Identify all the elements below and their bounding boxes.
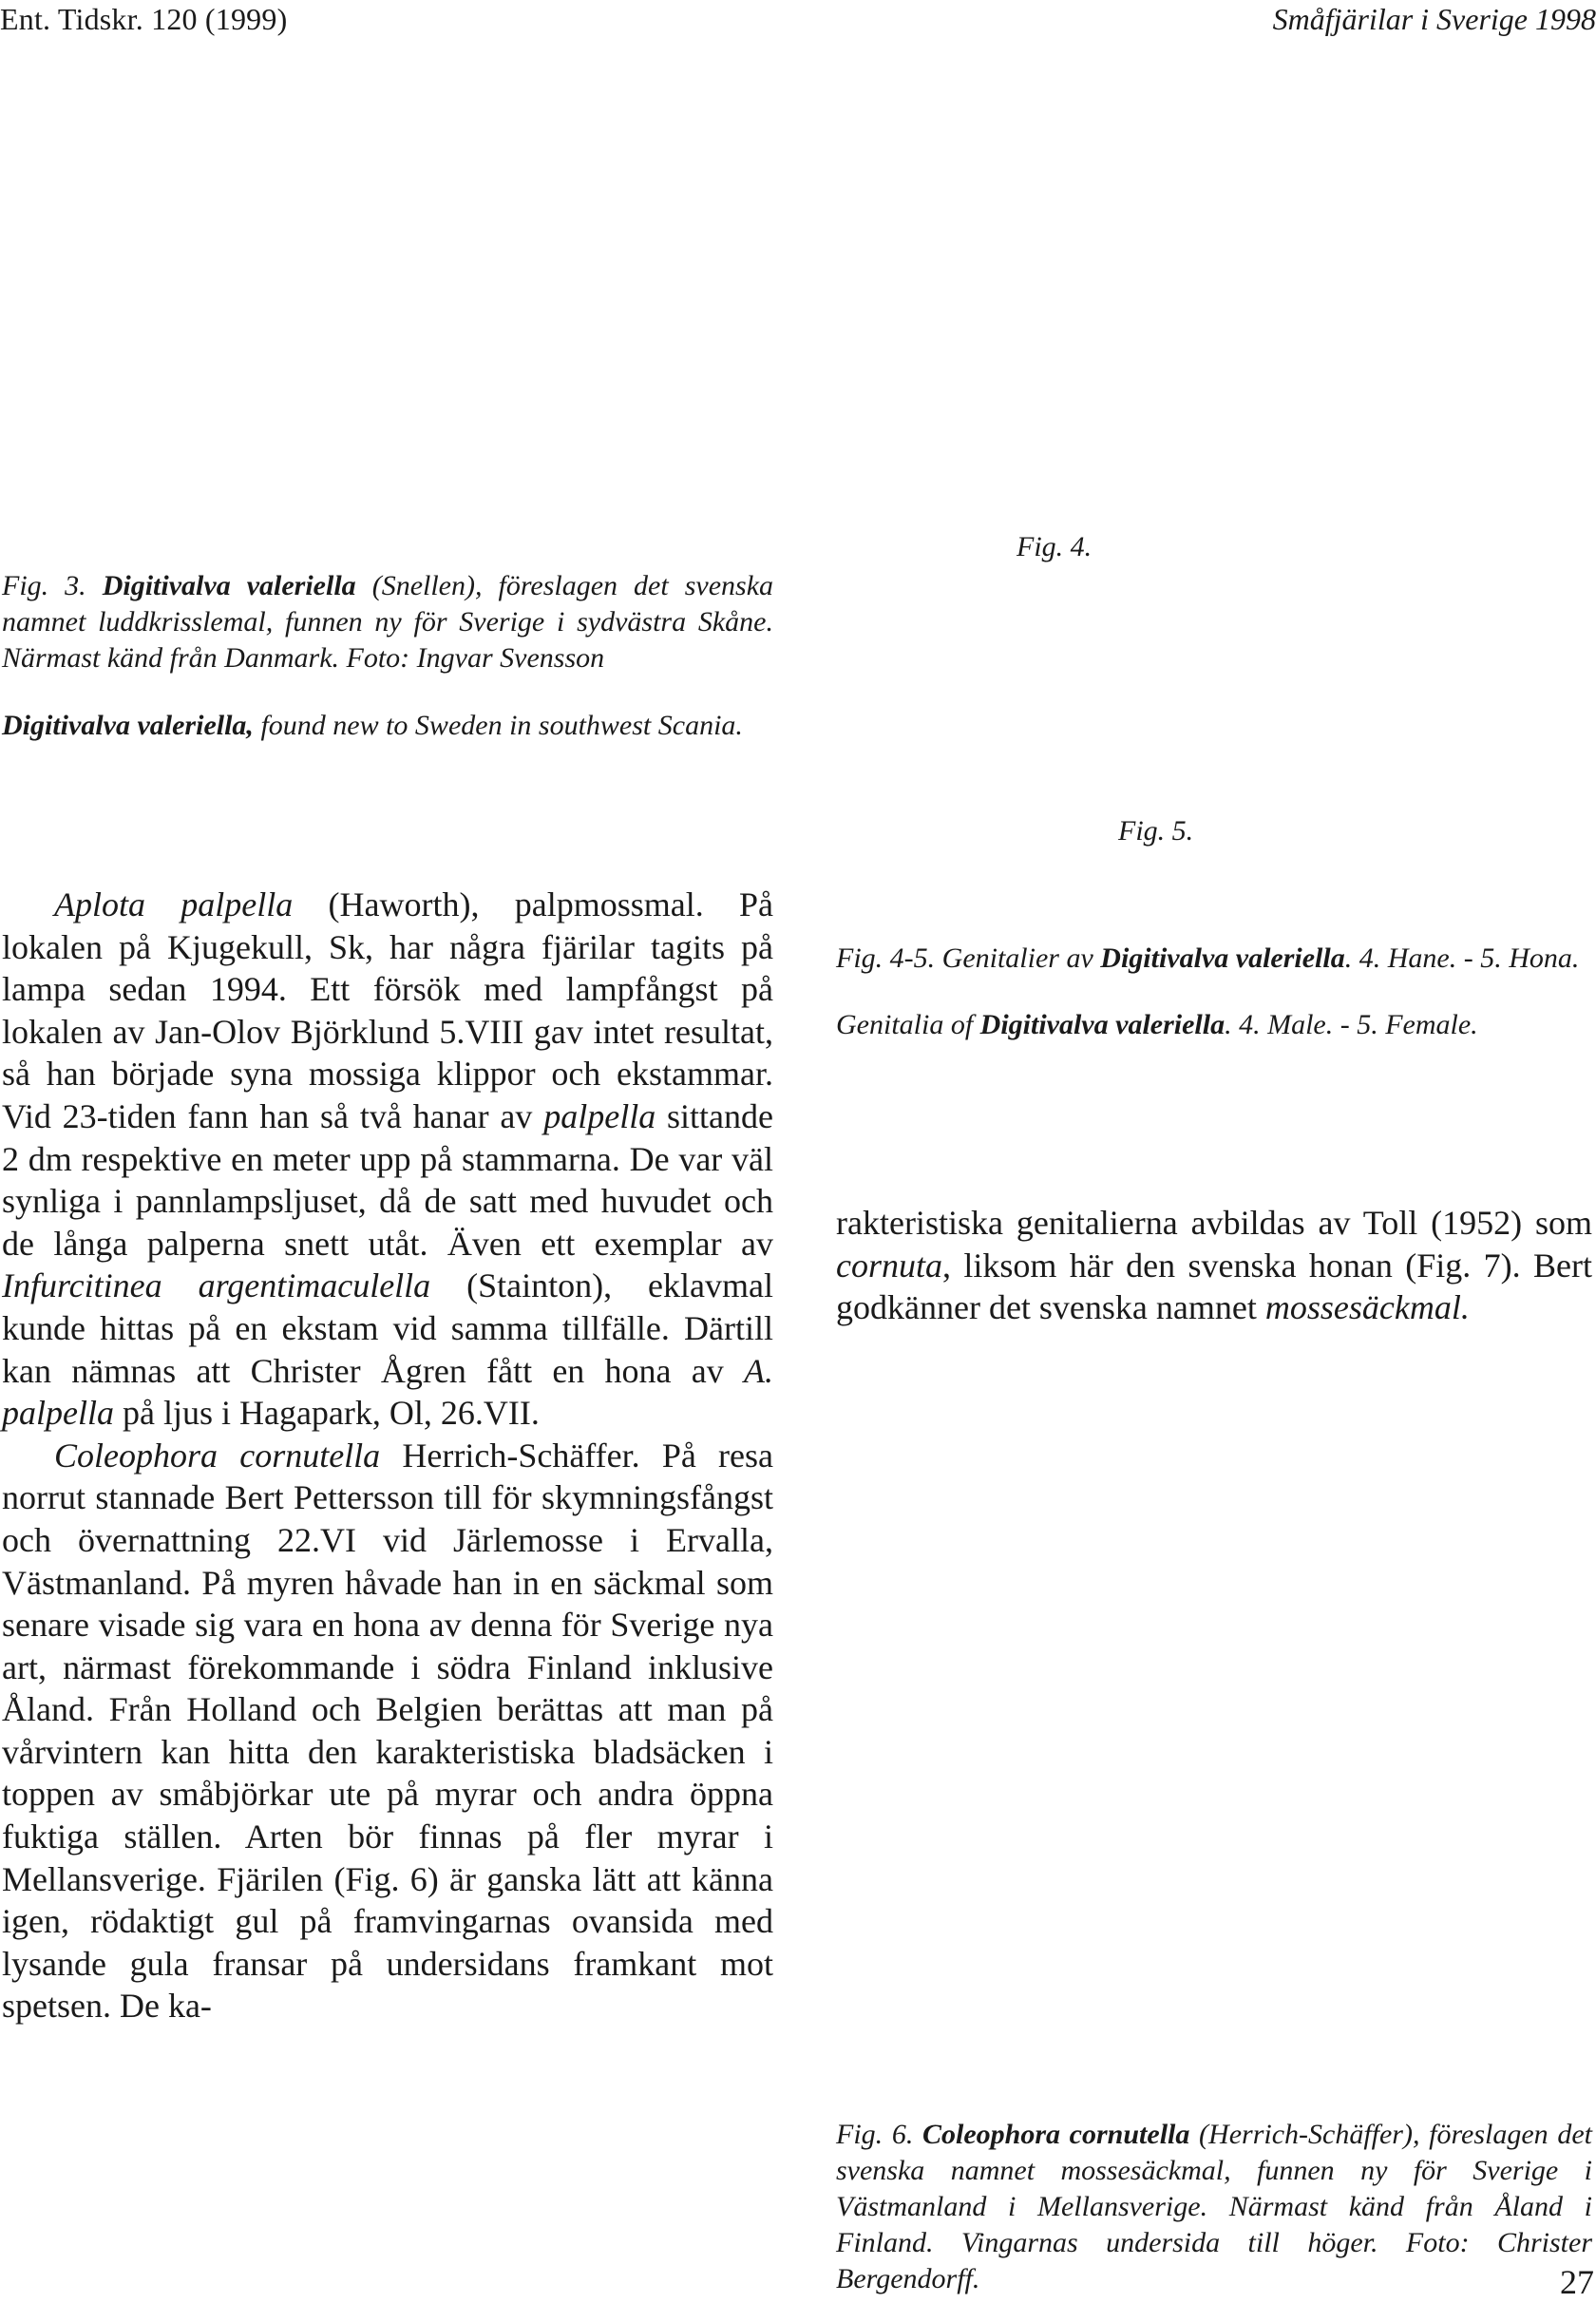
species-name: Infurcitinea argentimaculella — [2, 1266, 431, 1305]
fig45-species: Digitivalva valeriella — [1100, 942, 1345, 974]
fig3-label: Fig. 3. — [2, 570, 86, 601]
fig3-species: Digitivalva valeriella — [102, 570, 356, 601]
journal-citation: Ent. Tidskr. 120 (1999) — [0, 2, 288, 36]
right-column-text — [836, 1202, 1592, 1329]
fig5-photo-area — [826, 570, 1596, 808]
fig4-photo-area — [826, 57, 1596, 532]
fig45-caption-english — [836, 1007, 1592, 1043]
fig45-text-pre: Genitalier av — [941, 942, 1093, 974]
running-title: Småfjärilar i Sverige 1998 — [1272, 2, 1596, 36]
fig4-label: Fig. 4. — [1016, 531, 1092, 562]
species-name: Coleophora cornutella — [54, 1436, 381, 1475]
fig45-caption-swedish — [836, 941, 1592, 977]
fig3-text-en: found new to Sweden in southwest Scania. — [260, 710, 743, 741]
fig6-caption — [836, 2117, 1592, 2297]
fig6-caption-swedish — [836, 2117, 1592, 2297]
species-name: A. palpella — [2, 1351, 774, 1433]
fig3-species-en: Digitivalva valeriella, — [2, 710, 254, 741]
species-name: palpella — [543, 1096, 656, 1135]
paragraph-continuation — [836, 1202, 1592, 1329]
fig3-caption — [2, 568, 773, 744]
fig6-text-sv: (Herrich-Schäffer), föreslagen det svenska namnet mossesäckmal, funnen ny för Sverige i Västmanland i Mellansverige. Närmast känd från Åland i Finland. Vingarnas undersida till höger. Foto: Christer Bergendorff. — [836, 2119, 1592, 2294]
fig45-species-en: Digitivalva valeriella — [979, 1009, 1226, 1040]
paragraph-text: , liksom här den svenska honan (Fig. 7). Bert godkänner det svenska namnet — [836, 1246, 1592, 1327]
paragraph-text: Herrich-Schäffer. På resa norrut stannade Bert Pettersson till för skymningsfångst och övernattning 22.VI vid Järlemosse i Ervalla, Västmanland. På myren håvade han in en säckmal som senare visade sig vara en hona av denna för Sverige nya art, närmast förekommande i södra Finland inklusive Åland. Från Holland och Belgien berättas att man på vårvintern kan hitta den karakteristiska bladsäcken i toppen av småbjörkar ute på myrar och andra öppna fuktiga ställen. Arten bör finnas på fler myrar i Mellansverige. Fjärilen (Fig. 6) är ganska lätt att känna igen, rödaktigt gul på framvingarnas ovansida med lysande gula fransar på undersidans framkant mot spetsen. De ka- — [2, 1436, 773, 2026]
fig45-text-en: . 4. Male. - 5. Female. — [1225, 1009, 1478, 1040]
paragraph-coleophora-cornutella — [2, 1435, 773, 2027]
fig6-label: Fig. 6. — [836, 2119, 914, 2150]
fig45-text-sv: . 4. Hane. - 5. Hona. — [1344, 942, 1580, 974]
paragraph-text: sittande 2 dm respektive en meter upp på stammarna. De var väl synliga i pannlampsljuset, då de satt med huvudet och de långa palperna snett utåt. Även ett exemplar av — [2, 1096, 774, 1263]
fig6-species: Coleophora cornutella — [922, 2119, 1190, 2150]
species-name: cornuta — [836, 1246, 942, 1285]
fig3-caption-english — [2, 708, 773, 744]
fig6-photo-area — [826, 1359, 1596, 2109]
fig5-label: Fig. 5. — [1118, 815, 1194, 847]
fig45-caption — [836, 941, 1592, 1043]
fig3-photo-area — [0, 57, 788, 551]
paragraph-text: (Haworth), palpmossmal. På lokalen på Kjugekull, Sk, har några fjärilar tagits på lampa sedan 1994. Ett försök med lampfångst på lokalen av Jan-Olov Björklund 5.VIII gav intet resultat, så han började syna mossiga klippor och ekstammar. Vid 23-tiden fann han så två hanar av — [2, 885, 773, 1135]
swedish-name: mossesäckmal. — [1264, 1288, 1470, 1327]
fig45-label: Fig. 4-5. — [836, 942, 936, 974]
fig45-text-en-pre: Genitalia of — [836, 1009, 974, 1040]
species-name: Aplota palpella — [54, 885, 294, 923]
paragraph-aplota-palpella — [2, 884, 773, 1435]
paragraph-text: (Stainton), eklavmal kunde hittas på en ekstam vid samma tillfälle. Därtill kan nämnas att Christer Ågren fått en hona av — [2, 1266, 773, 1390]
page-number: 27 — [1560, 2263, 1594, 2301]
fig3-text-sv: (Snellen), föreslagen det svenska namnet luddkrisslemal, funnen ny för Sverige i sydvästra Skåne. Närmast känd från Danmark. Foto: Ingvar Svensson — [2, 570, 774, 674]
paragraph-text: på ljus i Hagapark, Ol, 26.VII. — [122, 1394, 540, 1433]
left-column-text — [2, 884, 773, 2027]
fig3-caption-swedish — [2, 568, 773, 676]
running-header — [0, 0, 1596, 46]
paragraph-text: rakteristiska genitalierna avbildas av Toll (1952) som — [836, 1204, 1592, 1242]
